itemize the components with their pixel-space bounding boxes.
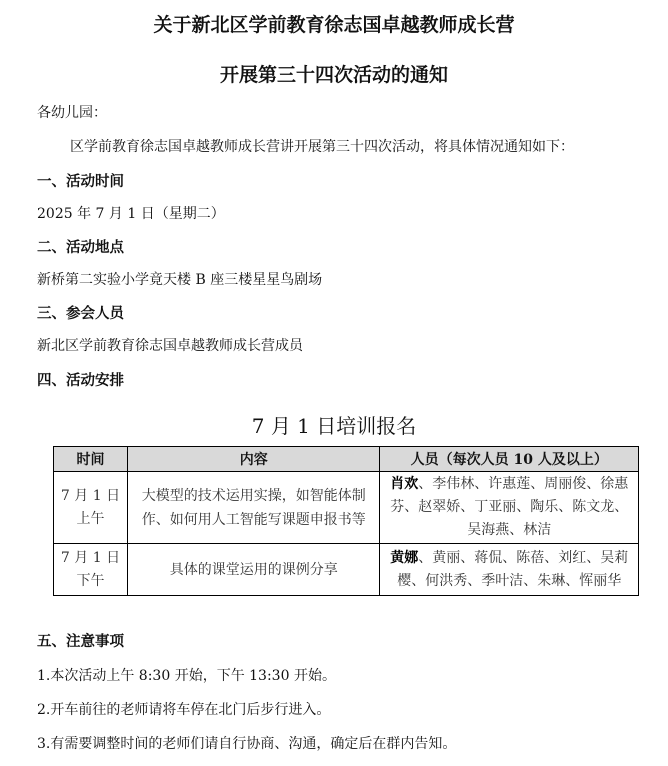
row-time-period: 上午 — [76, 510, 105, 527]
note-item: 2.开车前往的老师请将车停在北门后步行进入。 — [37, 702, 331, 718]
row-time-date: 7 月 1 日 — [60, 487, 121, 504]
header-time: 时间 — [54, 447, 128, 472]
table-row — [54, 544, 639, 596]
table-header-row — [54, 447, 639, 472]
row-people-lead: 黄娜 — [390, 549, 419, 566]
row-people-line: 吴海燕、林洁 — [467, 522, 552, 538]
table-row — [54, 472, 639, 544]
note-item: 3.有需要调整时间的老师们请自行协商、沟通，确定后在群内告知。 — [37, 736, 457, 752]
notice-title-line2: 开展第三十四次活动的通知 — [219, 64, 448, 86]
row-content-cell — [128, 472, 380, 544]
header-content: 内容 — [128, 447, 380, 472]
section-people-value: 新北区学前教育徐志国卓越教师成长营成员 — [37, 338, 303, 354]
note-item: 1.本次活动上午 8:30 开始，下午 13:30 开始。 — [37, 668, 336, 684]
row-content-line: 具体的课堂运用的课例分享 — [169, 561, 338, 578]
salutation: 各幼儿园： — [37, 105, 107, 121]
table-title: 7 月 1 日培训报名 — [251, 414, 417, 438]
section-people-heading: 三、参会人员 — [37, 305, 124, 322]
row-time-date: 7 月 1 日 — [60, 549, 121, 566]
section-notes-heading: 五、注意事项 — [37, 633, 124, 650]
intro-paragraph: 区学前教育徐志国卓越教师成长营讲开展第三十四次活动，将具体情况通知如下： — [70, 139, 574, 155]
section-plan-heading: 四、活动安排 — [37, 372, 124, 389]
row-people-cell — [380, 472, 639, 544]
row-people-cell — [380, 544, 639, 596]
row-time-cell — [54, 544, 128, 596]
row-people-line: 芬、赵翠娇、丁亚丽、陶乐、陈文龙、 — [390, 499, 629, 515]
row-content-line: 作、如何用人工智能写课题申报书等 — [141, 511, 366, 528]
header-people: 人员（每次人员 10 人及以上） — [380, 447, 639, 472]
section-place-heading: 二、活动地点 — [37, 239, 124, 256]
section-place-value: 新桥第二实验小学竟天楼 B 座三楼星星鸟剧场 — [37, 272, 323, 288]
row-content-line: 大模型的技术运用实操，如智能体制 — [141, 487, 366, 504]
row-people-line: 、李伟林、许惠莲、周丽俊、徐惠 — [418, 476, 629, 492]
row-time-period: 下午 — [76, 572, 105, 589]
row-people-lead: 肖欢 — [390, 476, 419, 492]
section-time-heading: 一、活动时间 — [37, 173, 124, 190]
row-content-cell — [128, 544, 380, 596]
section-time-value: 2025 年 7 月 1 日（星期二） — [37, 206, 225, 222]
training-signup-table — [53, 446, 639, 596]
row-people-line: 、黄丽、蒋侃、陈蓓、刘红、吴莉 — [418, 549, 629, 566]
row-people-line: 樱、何洪秀、季叶洁、朱琳、恽丽华 — [397, 572, 622, 589]
notice-title-line1: 关于新北区学前教育徐志国卓越教师成长营 — [153, 14, 515, 36]
row-time-cell — [54, 472, 128, 544]
